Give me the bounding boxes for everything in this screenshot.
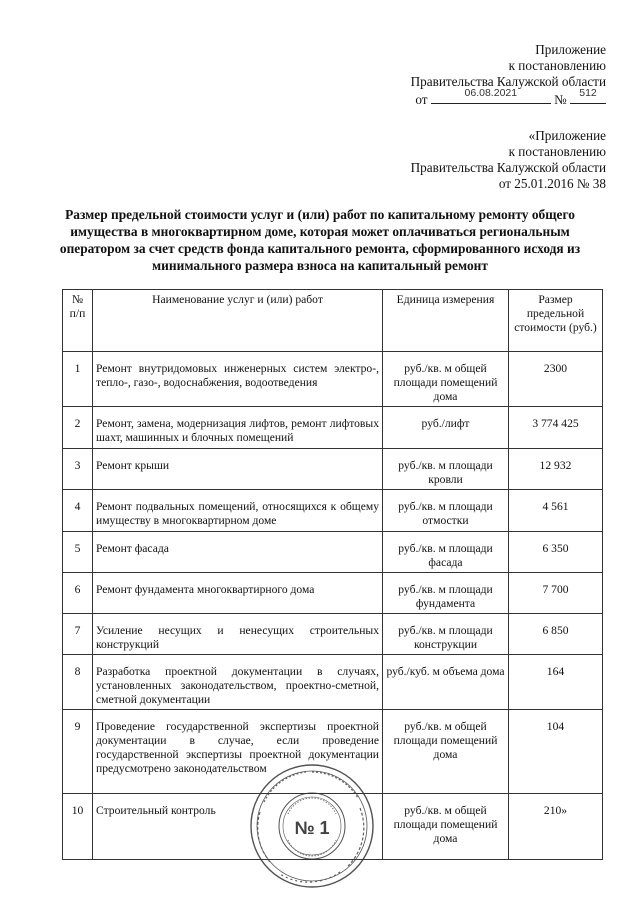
header-cost: Размер предельной стоимости (руб.) [509,290,603,352]
header-line-date-orig: от 25.01.2016 № 38 [498,176,606,191]
header-line-government: Правительства Калужской области [410,74,606,89]
from-label: от [415,92,428,107]
cell-name: Ремонт фасада [93,532,383,573]
cell-num: 2 [63,407,93,449]
table-row [63,449,603,490]
cell-num: 5 [63,532,93,573]
cell-name: Ремонт фундамента многоквартирного дома [93,573,383,614]
header-line-resolution-orig: к постановлению [508,144,606,159]
header-line-government-orig: Правительства Калужской области [410,160,606,175]
cell-cost: 2300 [509,352,603,407]
cell-num: 1 [63,352,93,407]
handwritten-date: 06.08.2021 [464,87,518,99]
cell-name: Разработка проектной документации в случаях, установленных законодательством, проектно-сметной, сметной документации [93,655,383,710]
cell-name: Ремонт крыши [93,449,383,490]
cell-name: Ремонт, замена, модернизация лифтов, ремонт лифтовых шахт, машинных и блочных помещений [93,407,383,449]
appendix-header-new [411,42,606,108]
cell-name: Строительный контроль [93,794,383,860]
cell-cost: 104 [509,710,603,794]
table-header-row [63,290,603,352]
table-row [63,352,603,407]
cell-name: Ремонт внутридомовых инженерных систем электро-, тепло-, газо-, водоснабжения, водоотведения [93,352,383,407]
cell-num: 7 [63,614,93,655]
cell-unit: руб./кв. м общей площади помещений дома [383,794,509,860]
table-row [63,532,603,573]
cell-cost: 12 932 [509,449,603,490]
cell-num: 6 [63,573,93,614]
cell-cost: 164 [509,655,603,710]
handwritten-number: 512 [579,87,597,99]
cell-unit: руб./кв. м площади фундамента [383,573,509,614]
table-row [63,407,603,449]
cell-name: Усиление несущих и ненесущих строительных конструкций [93,614,383,655]
header-unit: Единица измерения [383,290,509,352]
cell-unit: руб./кв. м площади фасада [383,532,509,573]
cell-name: Проведение государственной экспертизы проектной документации в случае, если проведение государственной экспертизы проектной документации предусмотрено законодательством [93,710,383,794]
header-line-appendix-orig: «Приложение [528,128,606,143]
table-row [63,655,603,710]
header-name: Наименование услуг и (или) работ [93,290,383,352]
cell-unit: руб./кв. м площади конструкции [383,614,509,655]
header-date-number-line [411,87,606,108]
cell-unit: руб./куб. м объема дома [383,655,509,710]
official-seal [248,762,376,890]
cell-cost: 210» [509,794,603,860]
cell-name: Ремонт подвальных помещений, относящихся к общему имуществу в многоквартирном доме [93,490,383,532]
cell-num: 3 [63,449,93,490]
table-row [63,614,603,655]
cell-num: 10 [63,794,93,860]
number-fill-line [570,87,606,104]
header-num: № п/п [63,290,93,352]
header-line-resolution: к постановлению [508,58,606,73]
header-line-appendix: Приложение [535,42,606,57]
cell-cost: 7 700 [509,573,603,614]
cell-num: 9 [63,710,93,794]
cell-num: 8 [63,655,93,710]
number-label: № [554,92,567,107]
cell-cost: 3 774 425 [509,407,603,449]
cell-unit: руб./кв. м общей площади помещений дома [383,352,509,407]
cell-unit: руб./кв. м площади отмостки [383,490,509,532]
cell-unit: руб./кв. м общей площади помещений дома [383,710,509,794]
cell-cost: 6 850 [509,614,603,655]
cell-cost: 6 350 [509,532,603,573]
date-fill-line [431,87,551,104]
document-title: Размер предельной стоимости услуг и (или) работ по капитальному ремонту общего имущества в многоквартирном доме, которая может оплачиваться региональным оператором за счет средств фонда капитального ремонта, сформированного исходя из минимального размера взноса на капитальный ремонт [59,207,581,273]
appendix-header-original [411,128,606,192]
cell-num: 4 [63,490,93,532]
cell-cost: 4 561 [509,490,603,532]
seal-number: № 1 [294,818,330,838]
cell-unit: руб./кв. м площади кровли [383,449,509,490]
cell-unit: руб./лифт [383,407,509,449]
table-row [63,573,603,614]
table-row [63,490,603,532]
